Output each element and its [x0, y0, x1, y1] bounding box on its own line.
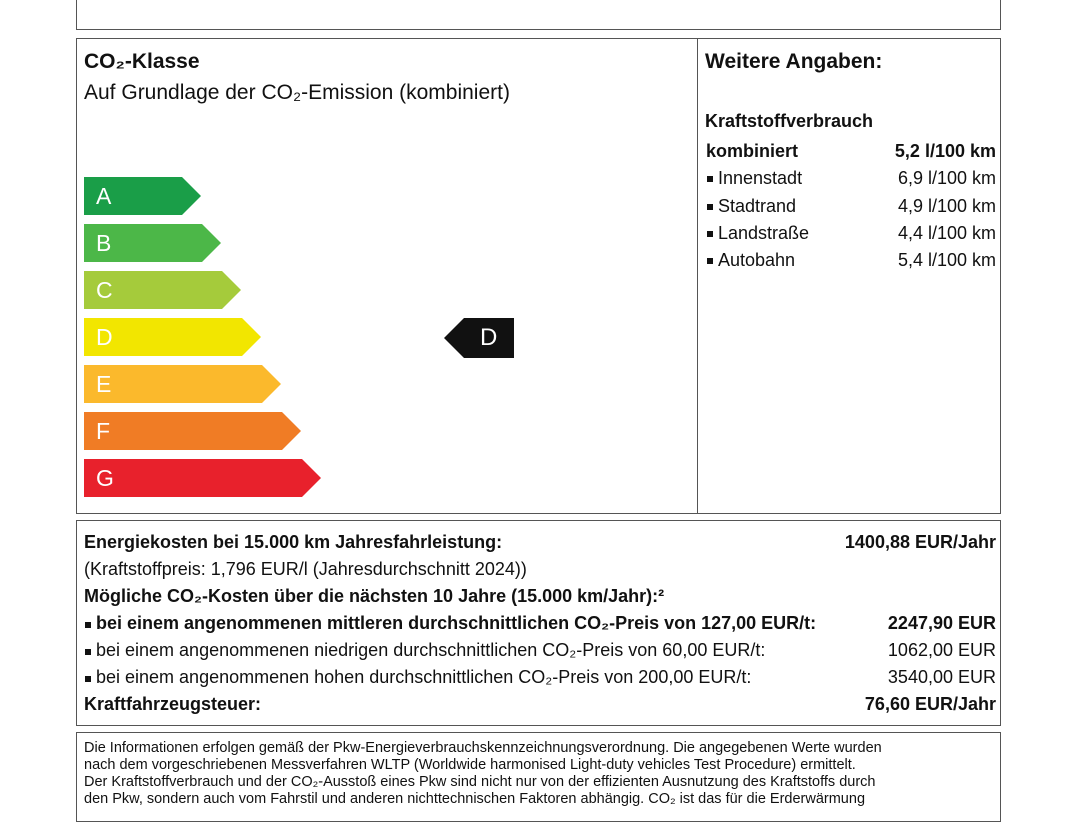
- co2-class-bar-e: [84, 365, 281, 403]
- co2-class-bar-d: [84, 318, 261, 356]
- fuel-row-highway: [706, 250, 996, 274]
- co2-class-letter: A: [96, 183, 112, 209]
- fuel-row-value: 4,4 l/100 km: [897, 223, 996, 243]
- footnote-line: nach dem vorgeschriebenen Messverfahren WLTP (Worldwide harmonised Light-duty vehicles Test Procedure) ermittelt.: [84, 757, 856, 773]
- footnote-line: Der Kraftstoffverbrauch und der CO₂-Ausstoß eines Pkw sind nicht nur von der effizienten Ausnutzung des Kraftstoffs durch: [84, 774, 876, 790]
- vehicle-tax-label: Kraftfahrzeugsteuer:: [84, 694, 262, 714]
- fuel-row-city: [706, 168, 996, 192]
- co2-class-bar-f: [84, 412, 301, 450]
- fuel-row-value: 5,4 l/100 km: [897, 250, 996, 270]
- co2-cost-row-high: [84, 667, 996, 691]
- co2-class-panel: [76, 38, 698, 514]
- current-class-marker: [444, 318, 514, 358]
- co2-cost-row-medium: [84, 613, 996, 637]
- footnote-panel: [76, 732, 1001, 822]
- co2-class-arrow-g: [84, 459, 321, 497]
- co2-class-arrow-e: [84, 365, 281, 403]
- fuel-row-combined: [706, 141, 996, 165]
- co2-class-bar-a: [84, 177, 201, 215]
- fuel-price-note: (Kraftstoffpreis: 1,796 EUR/l (Jahresdurchschnitt 2024)): [84, 559, 527, 579]
- footnote-line: den Pkw, sondern auch vom Fahrstil und anderen nichttechnischen Faktoren abhängig. CO₂ ist das für die Erderwärmung: [84, 791, 866, 807]
- fuel-row-suburban: [706, 196, 996, 220]
- co2-class-letter: B: [96, 230, 112, 256]
- fuel-price-row: [84, 559, 996, 583]
- current-class-letter: D: [480, 324, 498, 351]
- fuel-row-label: Stadtrand: [718, 196, 797, 216]
- fuel-row-value: 6,9 l/100 km: [897, 168, 996, 188]
- co2-cost-label: bei einem angenommenen niedrigen durchschnittlichen CO₂-Preis von 60,00 EUR/t:: [96, 640, 766, 660]
- further-info-panel: [697, 38, 1001, 514]
- co2-class-bar-g: [84, 459, 321, 497]
- co2-class-letter: E: [96, 371, 112, 397]
- co2-cost-value: 2247,90 EUR: [887, 613, 996, 633]
- fuel-row-label: Innenstadt: [718, 168, 803, 188]
- fuel-consumption-heading: Kraftstoffverbrauch: [705, 111, 874, 131]
- fuel-row-value: 4,9 l/100 km: [897, 196, 996, 216]
- energy-costs-value: 1400,88 EUR/Jahr: [844, 532, 996, 552]
- co2-class-letter: D: [96, 324, 113, 350]
- fuel-row-rural: [706, 223, 996, 247]
- energy-costs-row: [84, 532, 996, 556]
- current-class-marker-arrow: [444, 318, 514, 358]
- co2-class-letter: G: [96, 465, 114, 491]
- co2-class-bar-c: [84, 271, 241, 309]
- co2-costs-heading-row: [84, 586, 996, 610]
- co2-class-title: CO₂-Klasse: [84, 50, 200, 73]
- co2-class-arrow-f: [84, 412, 301, 450]
- vehicle-tax-row: [84, 694, 996, 718]
- co2-class-subtitle: Auf Grundlage der CO₂-Emission (kombiniert): [84, 81, 510, 104]
- co2-cost-row-low: [84, 640, 996, 664]
- energy-costs-label: Energiekosten bei 15.000 km Jahresfahrleistung:: [84, 532, 503, 552]
- co2-cost-label: bei einem angenommenen mittleren durchschnittlichen CO₂-Preis von 127,00 EUR/t:: [96, 613, 817, 633]
- fuel-row-label: Landstraße: [718, 223, 810, 243]
- further-info-title: Weitere Angaben:: [705, 50, 883, 73]
- vehicle-tax-value: 76,60 EUR/Jahr: [864, 694, 996, 714]
- co2-class-letter: C: [96, 277, 113, 303]
- co2-cost-value: 3540,00 EUR: [887, 667, 996, 687]
- footnote-line: Die Informationen erfolgen gemäß der Pkw-Energieverbrauchskennzeichnungsverordnung. Die angegebenen Werte wurden: [84, 740, 882, 756]
- co2-cost-label: bei einem angenommenen hohen durchschnittlichen CO₂-Preis von 200,00 EUR/t:: [96, 667, 752, 687]
- co2-class-letter: F: [96, 418, 111, 444]
- co2-costs-heading: Mögliche CO₂-Kosten über die nächsten 10 Jahre (15.000 km/Jahr):²: [84, 586, 665, 606]
- fuel-row-label: Autobahn: [718, 250, 796, 270]
- footnote-text: [84, 740, 996, 808]
- costs-panel: [76, 520, 1001, 726]
- co2-class-bar-b: [84, 224, 221, 262]
- co2-cost-value: 1062,00 EUR: [887, 640, 996, 660]
- fuel-row-value: 5,2 l/100 km: [894, 141, 996, 161]
- top-frame: [76, 0, 1001, 30]
- fuel-row-label: kombiniert: [706, 141, 799, 161]
